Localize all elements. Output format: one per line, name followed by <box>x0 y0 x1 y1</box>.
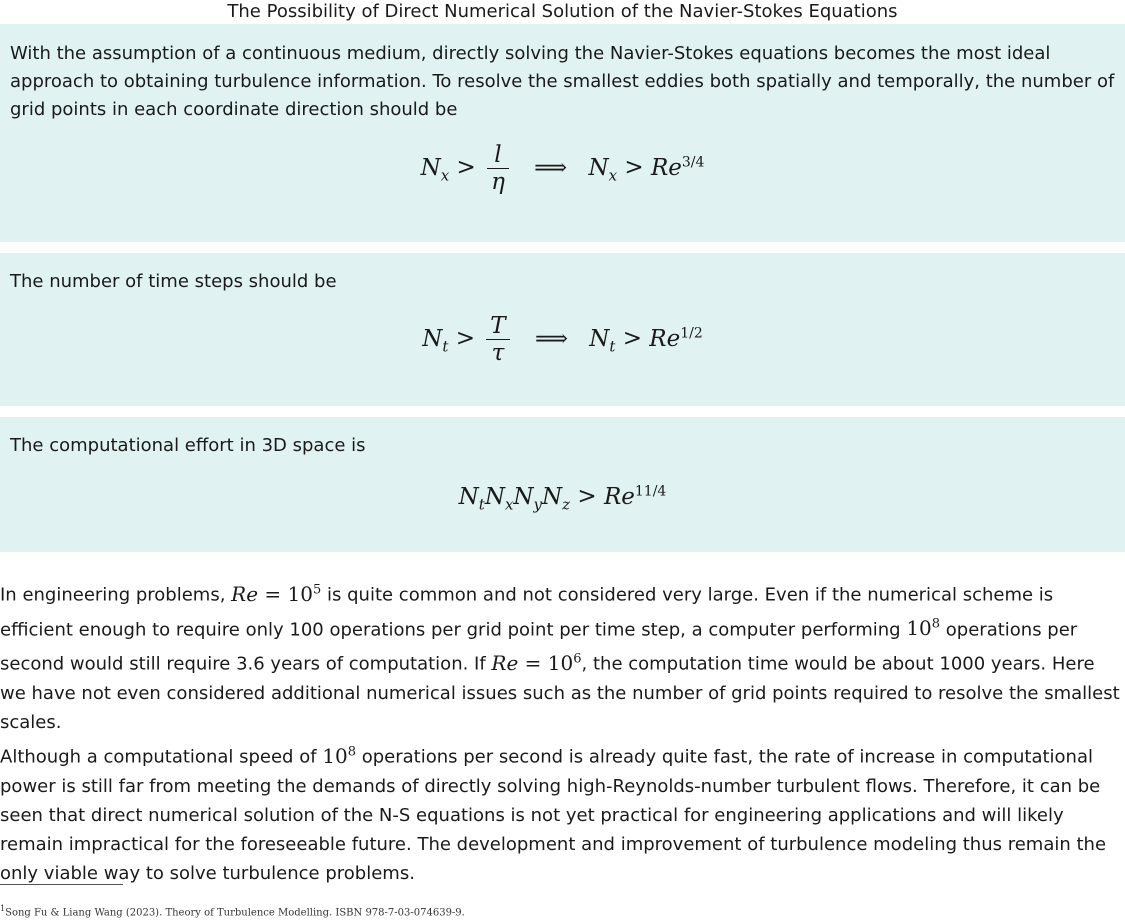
eq-term: $N_z$ <box>542 483 571 514</box>
math-1e8: $10^8$ <box>906 616 941 641</box>
eq-rhs: $N_x$ <box>588 154 618 185</box>
equation-time-steps <box>0 313 1125 366</box>
eq-rel: > <box>456 154 476 181</box>
eq-power: $Re^{3/4}$ <box>650 153 705 181</box>
eq-numerator: l <box>487 142 509 169</box>
callout-box-effort <box>0 417 1125 552</box>
eq-rel-2: > <box>624 154 644 181</box>
eq-power: $Re^{1/2}$ <box>649 324 703 352</box>
eq-lhs: $N_x$ <box>420 154 450 185</box>
callout-text: The number of time steps should be <box>10 271 337 292</box>
footnote <box>0 902 465 920</box>
callout-text: With the assumption of a continuous medium, directly solving the Navier-Stokes equations becomes the most ideal approach to obtaining turbulence information. To resolve the smallest eddies both spatially and temporally, the number of grid points in each coordinate direction should be <box>10 43 1115 120</box>
eq-power: $Re^{11/4}$ <box>603 483 667 510</box>
eq-rhs: $N_t$ <box>589 325 616 356</box>
page-title: The Possibility of Direct Numerical Solution of the Navier-Stokes Equations <box>227 1 898 22</box>
eq-rel: > <box>455 325 475 352</box>
paragraph-engineering: In engineering problems, $Re = 10^5$ is quite common and not considered very large. Even if the numerical scheme is efficient enough to require only 100 operations per grid point per time step, a computer performing $10^8$ operations per second would still require 3.6 years of computation. If $Re = 10^6$, the computation time would be about 1000 years. Here we have not even considered additional numerical issues such as the number of grid points required to resolve the smallest scales. <box>0 581 1120 733</box>
body-text <box>0 575 1125 888</box>
eq-implies-arrow: ⟹ <box>534 325 568 352</box>
eq-rel: > <box>577 483 597 510</box>
eq-term: $N_y$ <box>513 483 543 514</box>
eq-denominator: η <box>491 169 505 195</box>
eq-rel-2: > <box>622 325 642 352</box>
footnote-marker: 1 <box>0 904 6 913</box>
math-re-1e5: $Re = 10^5$ <box>231 581 322 606</box>
eq-term: $N_x$ <box>484 483 514 514</box>
equation-grid-points <box>0 142 1125 195</box>
callout-text: The computational effort in 3D space is <box>10 435 366 456</box>
math-1e8: $10^8$ <box>322 743 357 768</box>
eq-numerator: T <box>486 313 509 340</box>
footnote-text: Song Fu & Liang Wang (2023). Theory of Turbulence Modelling. ISBN 978-7-03-074639-9. <box>5 907 465 919</box>
eq-denominator: τ <box>491 340 505 366</box>
callout-box-time-steps <box>0 253 1125 406</box>
callout-box-grid-points <box>0 24 1125 242</box>
equation-effort <box>0 483 1125 513</box>
eq-fraction <box>486 313 509 366</box>
paragraph-conclusion: Although a computational speed of $10^8$ operations per second is already quite fast, the rate of increase in computational power is still far from meeting the demands of directly solving high-Reynolds-number turbulent flows. Therefore, it can be seen that direct numerical solution of the N-S equations is not yet practical for engineering applications and will likely remain impractical for the foreseeable future. The development and improvement of turbulence modeling thus remain the only viable way to solve turbulence problems. <box>0 743 1107 884</box>
math-re-1e6: $Re = 10^6$ <box>491 650 582 675</box>
footnote-divider <box>0 884 123 885</box>
eq-term: $N_t$ <box>458 483 485 514</box>
eq-implies-arrow: ⟹ <box>534 154 568 181</box>
eq-lhs: $N_t$ <box>422 325 449 356</box>
eq-fraction <box>487 142 509 195</box>
